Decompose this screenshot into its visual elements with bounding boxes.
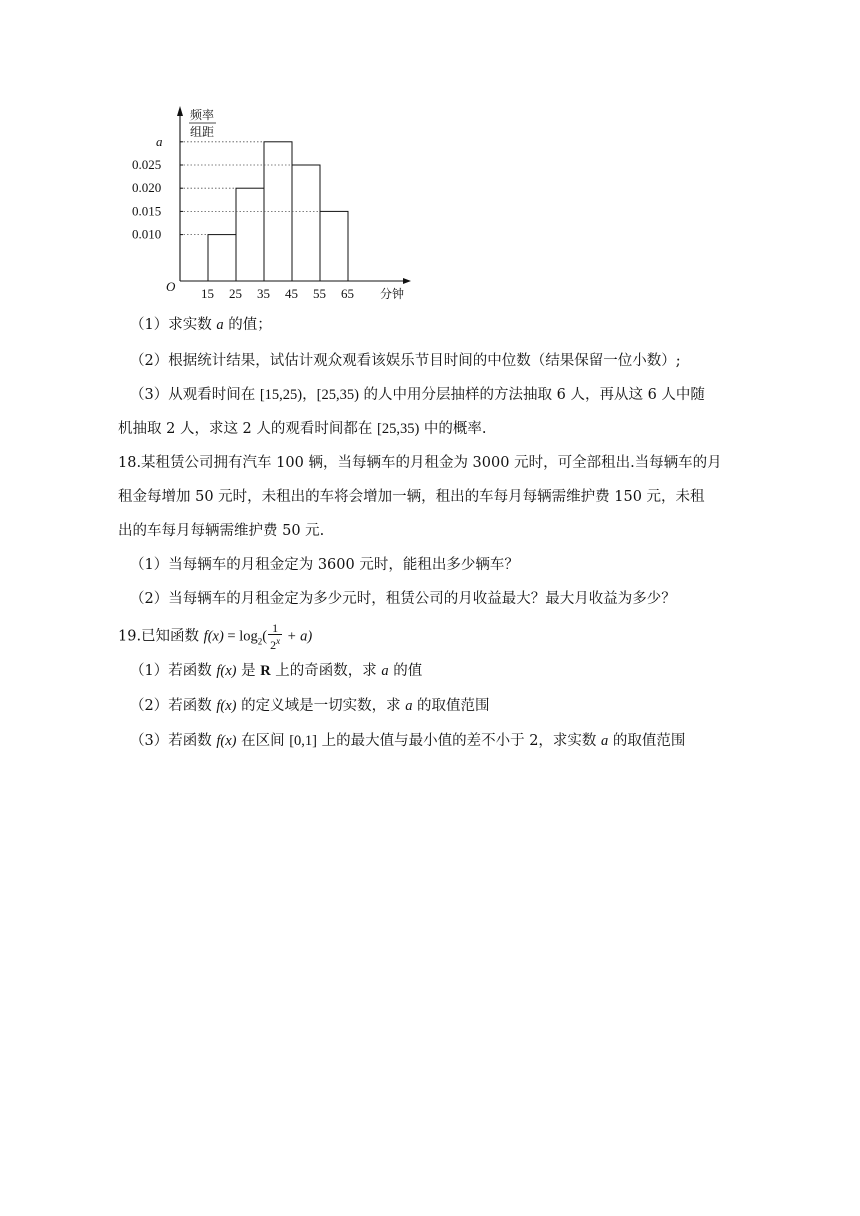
q19-stem: 19.已知函数 $f(x) = \log_2$( $\frac{1}{2^x}$ + a) xyxy=(118,621,313,652)
q17-part2: （2）根据统计结果，试估计观众观看该娱乐节目时间的中位数（结果保留一位小数）; xyxy=(130,353,681,369)
y-axis-label-denominator: 组距 xyxy=(190,125,215,139)
x-tick-label: 55 xyxy=(313,286,326,301)
q17-part1: （1）求实数 a 的值； xyxy=(130,317,272,333)
y-tick-label: 0.020 xyxy=(132,180,162,196)
y-tick-label: 0.025 xyxy=(132,157,162,172)
x-axis-arrow xyxy=(403,278,411,284)
fraction: $\frac{1}{2^x}$ xyxy=(270,621,281,652)
origin-label: O xyxy=(166,279,176,294)
histogram-bar xyxy=(208,235,236,281)
x-axis-label: 分钟 xyxy=(380,287,405,301)
frequency-histogram xyxy=(128,100,428,305)
q18-stem-line2: 租金每增加 50 元时，未租出的车将会增加一辆，租出的车每月每辆需维护费 150 元，未租 xyxy=(118,489,705,505)
q18-part1: （1）当每辆车的月租金定为 3600 元时，能租出多少辆车？ xyxy=(130,557,519,573)
y-tick-label: 0.010 xyxy=(132,226,162,242)
q18-stem-line3: 出的车每月每辆需维护费 50 元. xyxy=(118,523,325,539)
q17-part3-line1: （3）从观看时间在 [15,25)，[25,35) 的人中用分层抽样的方法抽取 6 人，再从这 6 人中随 xyxy=(130,387,705,403)
y-tick-label: 0.015 xyxy=(132,203,162,219)
y-axis-arrow xyxy=(177,106,183,116)
y-axis-label-numerator: 频率 xyxy=(190,108,215,122)
q18-part2: （2）当每辆车的月租金定为多少元时，租赁公司的月收益最大？最大月收益为多少？ xyxy=(130,591,676,607)
histogram-bar xyxy=(236,188,264,281)
q17-part3-line2: 机抽取 2 人，求这 2 人的观看时间都在 [25,35) 中的概率. xyxy=(118,421,487,437)
x-tick-label: 35 xyxy=(257,286,270,301)
histogram-bar xyxy=(292,165,320,281)
q19-part2: （2）若函数 f(x) 的定义域是一切实数，求 a 的取值范围 xyxy=(130,698,490,714)
q19-part1: （1）若函数 f(x) 是 R 上的奇函数，求 a 的值 xyxy=(130,663,423,679)
q18-stem-line1: 18.某租赁公司拥有汽车 100 辆，当每辆车的月租金为 3000 元时，可全部租出.当每辆车的月 xyxy=(118,455,722,471)
x-tick-label: 65 xyxy=(341,286,354,301)
x-tick-label: 15 xyxy=(201,286,214,301)
histogram-bar xyxy=(320,211,348,281)
x-tick-label: 45 xyxy=(285,286,298,301)
x-tick-label: 25 xyxy=(229,286,242,301)
y-tick-label: a xyxy=(156,133,163,149)
q19-part3: （3）若函数 f(x) 在区间 [0,1] 上的最大值与最小值的差不小于 2，求实数 a 的取值范围 xyxy=(130,733,686,749)
